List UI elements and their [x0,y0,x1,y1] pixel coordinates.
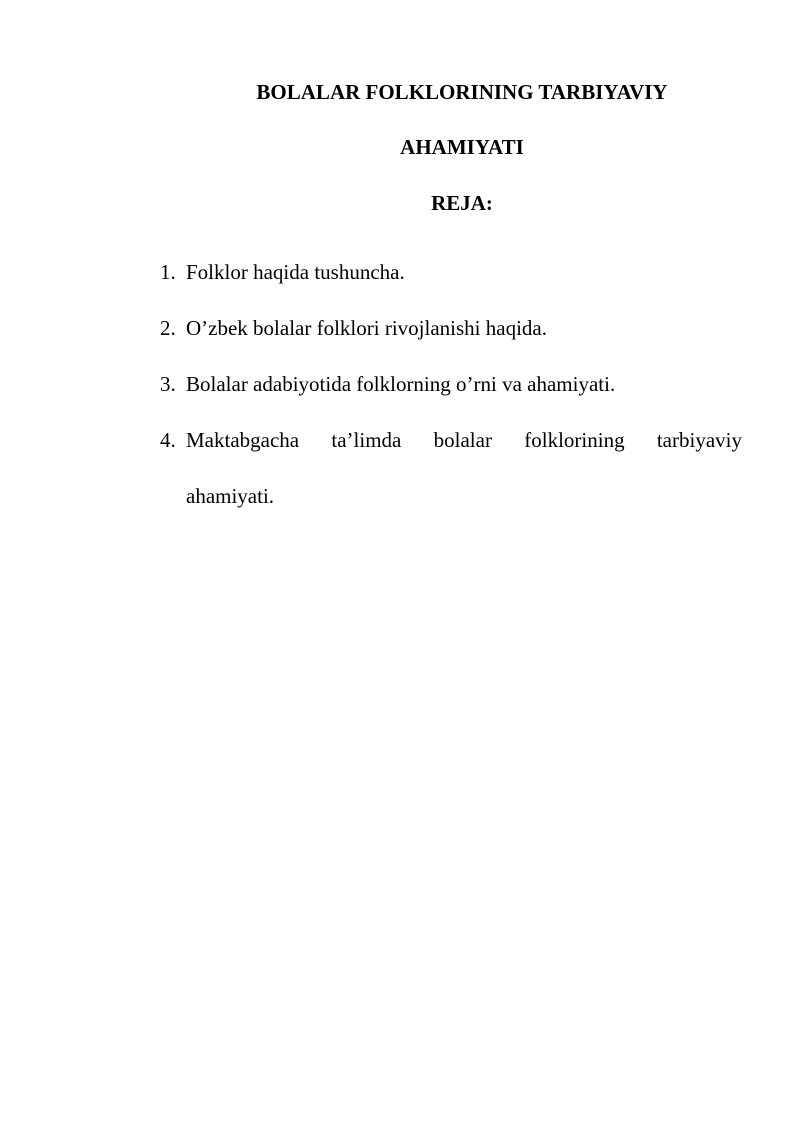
plan-item-number: 3. [160,372,176,396]
plan-item-number: 4. [160,428,176,452]
plan-item-text: O’zbek bolalar folklori rivojlanishi haqida. [186,316,547,340]
plan-list [160,244,742,524]
plan-item-text-line: Maktabgacha ta’limda bolalar folklorining tarbiyaviy [186,428,742,452]
plan-item-text: Bolalar adabiyotida folklorning o’rni va ahamiyati. [186,372,616,396]
plan-item [160,244,742,300]
plan-item [160,300,742,356]
document-title: BOLALAR FOLKLORINING TARBIYAVIY [256,80,668,104]
plan-item-text: Folklor haqida tushuncha. [186,260,405,284]
plan-heading: REJA: [431,191,493,215]
plan-item [160,412,742,524]
plan-item-text-line: ahamiyati. [186,484,275,508]
plan-item-number: 1. [160,260,176,284]
document-title-continued: AHAMIYATI [400,135,524,159]
plan-item [160,356,742,412]
plan-item-number: 2. [160,316,176,340]
plan-item-text [186,412,742,524]
